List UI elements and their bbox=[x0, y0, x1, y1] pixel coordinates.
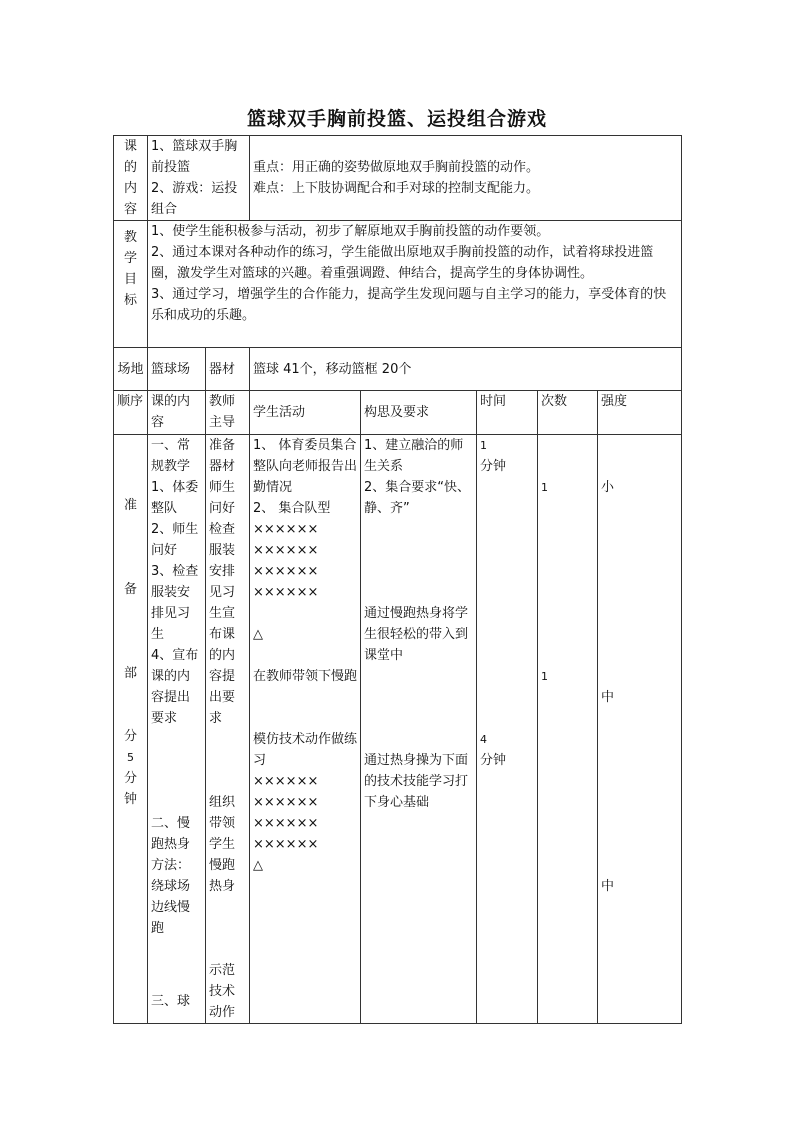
formation-row: ×××××× bbox=[253, 816, 319, 831]
formation-row: ×××××× bbox=[253, 543, 319, 558]
page-title: 篮球双手胸前投篮、运投组合游戏 bbox=[246, 108, 547, 130]
difficulty: 难点：上下肢协调配合和手对球的控制支配能力。 bbox=[253, 181, 540, 196]
goal-3: 3、通过学习，增强学生的合作能力，提高学生发现问题与自主学习的能力，享受体育的快乐和成功的乐趣。 bbox=[151, 287, 667, 323]
formation-row: ×××××× bbox=[253, 564, 319, 579]
header-content: 课的内容 bbox=[148, 391, 206, 435]
prep-row bbox=[114, 435, 682, 1024]
prep-teacher: 准备器材师生问好检查服装安排见习生宣布课的内容提出要求 组织带领学生慢跑热身 示范技术动作 bbox=[206, 435, 250, 1024]
formation-row: ×××××× bbox=[253, 774, 319, 789]
header-time: 时间 bbox=[477, 391, 538, 435]
venue-value: 篮球场 bbox=[148, 348, 206, 391]
goal-1: 1、使学生能积极参与活动，初步了解原地双手胸前投篮的动作要领。 bbox=[151, 224, 550, 239]
formation-row: ×××××× bbox=[253, 585, 319, 600]
prep-intensity: 小 中 中 bbox=[598, 435, 682, 1024]
key-points bbox=[250, 136, 682, 221]
prep-label: 准 备 部 分 5 分 钟 bbox=[114, 435, 148, 1024]
goals-content bbox=[148, 221, 682, 348]
header-row bbox=[114, 391, 682, 435]
header-intensity: 强度 bbox=[598, 391, 682, 435]
header-count: 次数 bbox=[538, 391, 598, 435]
goals-label: 教 学 目 标 bbox=[114, 221, 148, 348]
lesson-plan-table bbox=[113, 135, 682, 1024]
teacher-position-mark: △ bbox=[253, 858, 263, 873]
content-row bbox=[114, 136, 682, 221]
prep-student: 1、 体育委员集合整队向老师报告出勤情况 2、 集合队型 ×××××× ×××××× ×××××× ×××××× △ 在教师带领下慢跑 模仿技术动作做练习 ×××××× ×××××× ×××××× ×××××× △ bbox=[250, 435, 361, 1024]
header-order: 顺序 bbox=[114, 391, 148, 435]
content-items: 1、篮球双手胸前投篮 2、游戏：运投组合 bbox=[148, 136, 250, 221]
formation-row: ×××××× bbox=[253, 837, 319, 852]
content-label: 课 的 内 容 bbox=[114, 136, 148, 221]
header-teacher: 教师主导 bbox=[206, 391, 250, 435]
header-idea: 构思及要求 bbox=[361, 391, 477, 435]
formation-row: ×××××× bbox=[253, 522, 319, 537]
teacher-position-mark: △ bbox=[253, 627, 263, 642]
key-point: 重点：用正确的姿势做原地双手胸前投篮的动作。 bbox=[253, 160, 540, 175]
prep-idea: 1、建立融洽的师生关系 2、集合要求“快、静、齐” 通过慢跑热身将学生很轻松的带入到课堂中 通过热身操为下面的技术技能学习打下身心基础 bbox=[361, 435, 477, 1024]
prep-time: 1 分钟 4 分钟 bbox=[477, 435, 538, 1024]
header-student: 学生活动 bbox=[250, 391, 361, 435]
formation-row: ×××××× bbox=[253, 795, 319, 810]
venue-label: 场地 bbox=[114, 348, 148, 391]
prep-content: 一、常规教学 1、体委整队 2、师生问好 3、检查服装安排见习生 4、宣布课的内容提出要求 二、慢跑热身方法：绕球场边线慢跑 三、球 bbox=[148, 435, 206, 1024]
equipment-value: 篮球 41个，移动篮框 20个 bbox=[250, 348, 682, 391]
equipment-label: 器材 bbox=[206, 348, 250, 391]
venue-row bbox=[114, 348, 682, 391]
prep-count: 1 1 bbox=[538, 435, 598, 1024]
goals-row bbox=[114, 221, 682, 348]
goal-2: 2、通过本课对各种动作的练习，学生能做出原地双手胸前投篮的动作，试着将球投进篮圈，激发学生对篮球的兴趣。着重强调蹬、伸结合，提高学生的身体协调性。 bbox=[151, 245, 654, 281]
